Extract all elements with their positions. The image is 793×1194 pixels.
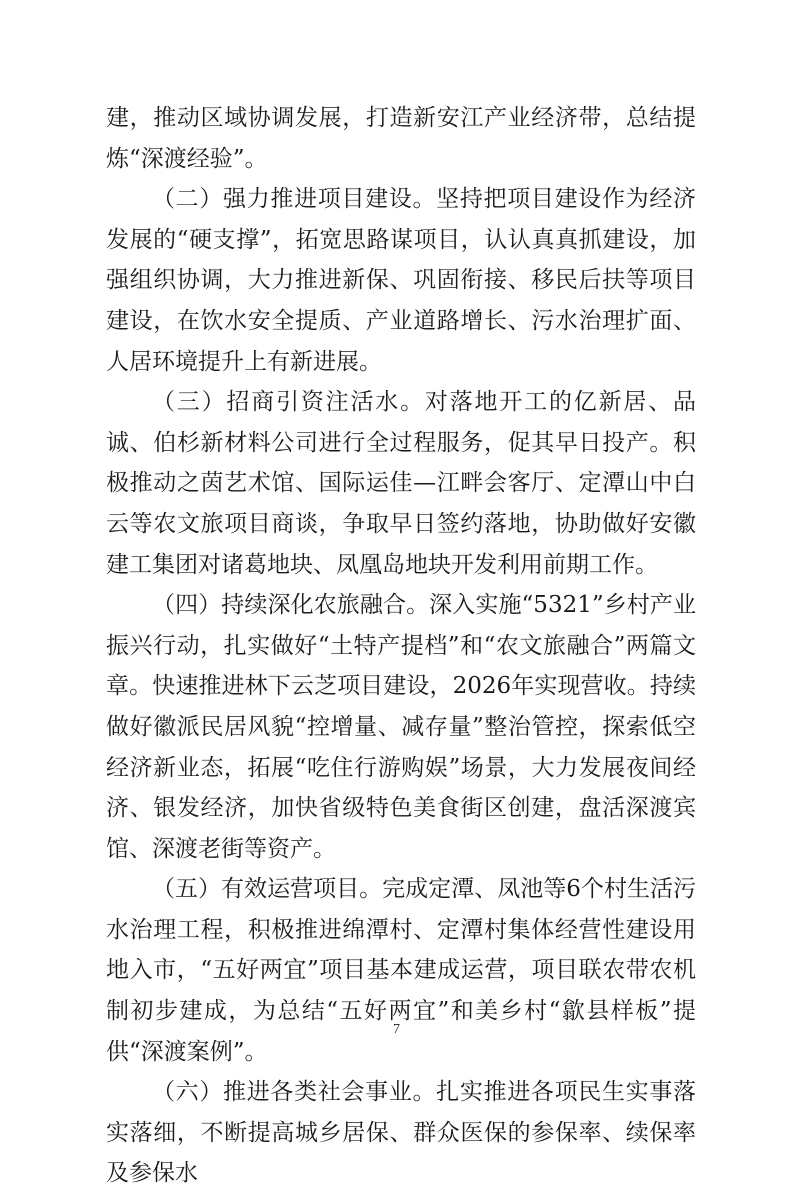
paragraph: （四）持续深化农旅融合。深入实施“5321”乡村产业振兴行动，扎实做好“土特产提档”和“农文旅融合”两篇文章。快速推进林下云芝项目建设，2026年实现营收。持续做好徽派民居风貌“控增量、减存量”整治管控，探索低空经济新业态，拓展“吃住行游购娱”场景，大力发展夜间经济、银发经济，加快省级特色美食街区创建，盘活深渡宾馆、深渡老街等资产。 (106, 592, 696, 862)
paragraph: 建，推动区域协调发展，打造新安江产业经济带，总结提炼“深渡经验”。 (106, 105, 696, 172)
paragraph: （五）有效运营项目。完成定潭、凤池等6个村生活污水治理工程，积极推进绵潭村、定潭村集体经营性建设用地入市，“五好两宜”项目基本建成运营，项目联农带农机制初步建成，为总结“五好两宜”和美乡村“歙县样板”提供“深渡案例”。 (106, 876, 696, 1065)
paragraph: （三）招商引资注活水。对落地开工的亿新居、品诚、伯杉新材料公司进行全过程服务，促其早日投产。积极推动之茵艺术馆、国际运佳—江畔会客厅、定潭山中白云等农文旅项目商谈，争取早日签约落地，协助做好安徽建工集团对诸葛地块、凤凰岛地块开发利用前期工作。 (106, 389, 696, 578)
paragraph: （二）强力推进项目建设。坚持把项目建设作为经济发展的“硬支撑”，拓宽思路谋项目，认认真真抓建设，加强组织协调，大力推进新保、巩固衔接、移民后扶等项目建设，在饮水安全提质、产业道路增长、污水治理扩面、人居环境提升上有新进展。 (106, 186, 696, 375)
page-number: 7 (393, 1022, 400, 1037)
paragraph: （六）推进各类社会事业。扎实推进各项民生实事落实落细，不断提高城乡居保、群众医保的参保率、续保率及参保水 (106, 1079, 696, 1187)
